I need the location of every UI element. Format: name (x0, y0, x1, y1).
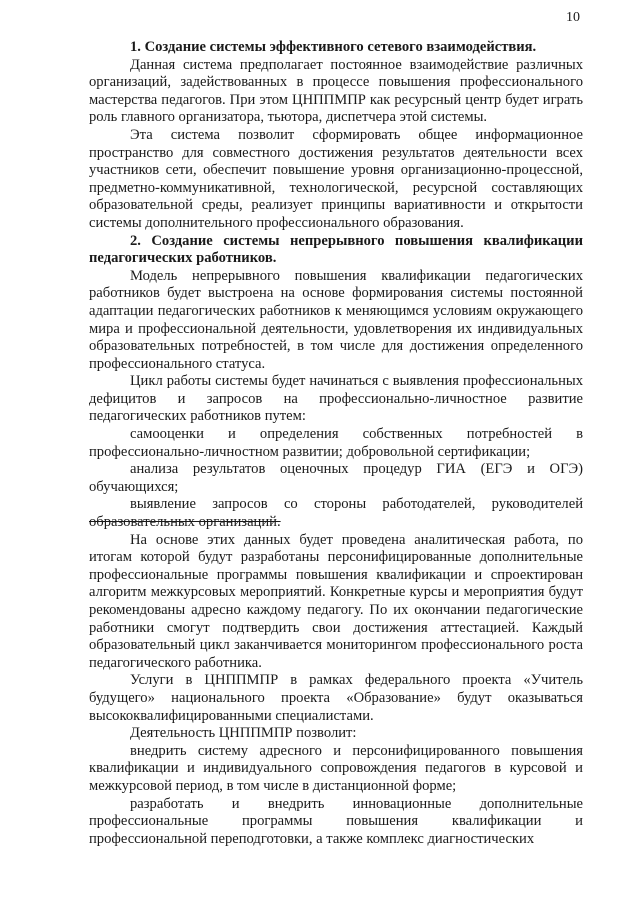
list-paragraph: внедрить систему адресного и персонифицированного повышения квалификации и индивидуального сопровождения педагогов в курсовой и межкурсовой период, в том числе в дистанционной форме; (89, 742, 583, 794)
paragraph: Цикл работы системы будет начинаться с выявления профессиональных дефицитов и запросов на профессионально-личностное развитие педагогических работников путем: (89, 373, 583, 425)
struck-text: образовательных организаций. (89, 514, 281, 531)
paragraph: Эта система позволит сформировать общее информационное пространство для совместного достижения результатов деятельности всех участников сети, обеспечит повышение уровня организационно-процессной, предметно-коммуникативной, технологической, ресурсной составляющих образовательной среды, реализует принципы вариативности и открытости системы дополнительного профессионального образования. (89, 126, 583, 231)
list-paragraph: анализа результатов оценочных процедур ГИА (ЕГЭ и ОГЭ) обучающихся; (89, 461, 583, 495)
list-paragraph (89, 496, 583, 531)
paragraph: Модель непрерывного повышения квалификации педагогических работников будет выстроена на основе формирования системы постоянной адаптации педагогических работников к меняющимся условиям окружающего мира и профессиональной деятельности, удовлетворения их индивидуальных образовательных потребностей, в том числе для достижения определенного профессионального статуса. (89, 267, 583, 372)
paragraph: Деятельность ЦНППМПР позволит: (130, 725, 357, 742)
list-paragraph: разработать и внедрить инновационные дополнительные профессиональные программы повышения квалификации и профессиональной переподготовки, а также комплекс диагностических (89, 795, 583, 847)
list-paragraph-text: выявление запросов со стороны работодателей, руководителей (130, 496, 583, 513)
list-paragraph: самооценки и определения собственных потребностей в профессионально-личностном развитии; добровольной сертификации; (89, 426, 583, 460)
page-number: 10 (566, 10, 580, 25)
paragraph: На основе этих данных будет проведена аналитическая работа, по итогам которой будут разработаны персонифицированные дополнительные профессиональные программы повышения квалификации и спроектирован алгоритм межкурсовых мероприятий. Конкретные курсы и мероприятия будут рекомендованы адресно каждому педагогу. По их окончании педагогические работники смогут подтвердить свои достижения аттестацией. Каждый образовательный цикл заканчивается мониторингом профессионального роста педагогического работника. (89, 531, 583, 671)
section-heading-2: 2. Создание системы непрерывного повышения квалификации педагогических работников. (89, 232, 583, 267)
paragraph: Данная система предполагает постоянное взаимодействие различных организаций, задействованных в процессе повышения профессионального мастерства педагогов. При этом ЦНППМПР как ресурсный центр будет играть роль главного организатора, тьютора, диспетчера этой системы. (89, 56, 583, 126)
section-heading-1: 1. Создание системы эффективного сетевого взаимодействия. (130, 39, 537, 55)
document-body (89, 39, 583, 848)
paragraph: Услуги в ЦНППМПР в рамках федерального проекта «Учитель будущего» национального проекта «Образование» будут оказываться высококвалифицированными специалистами. (89, 672, 583, 724)
